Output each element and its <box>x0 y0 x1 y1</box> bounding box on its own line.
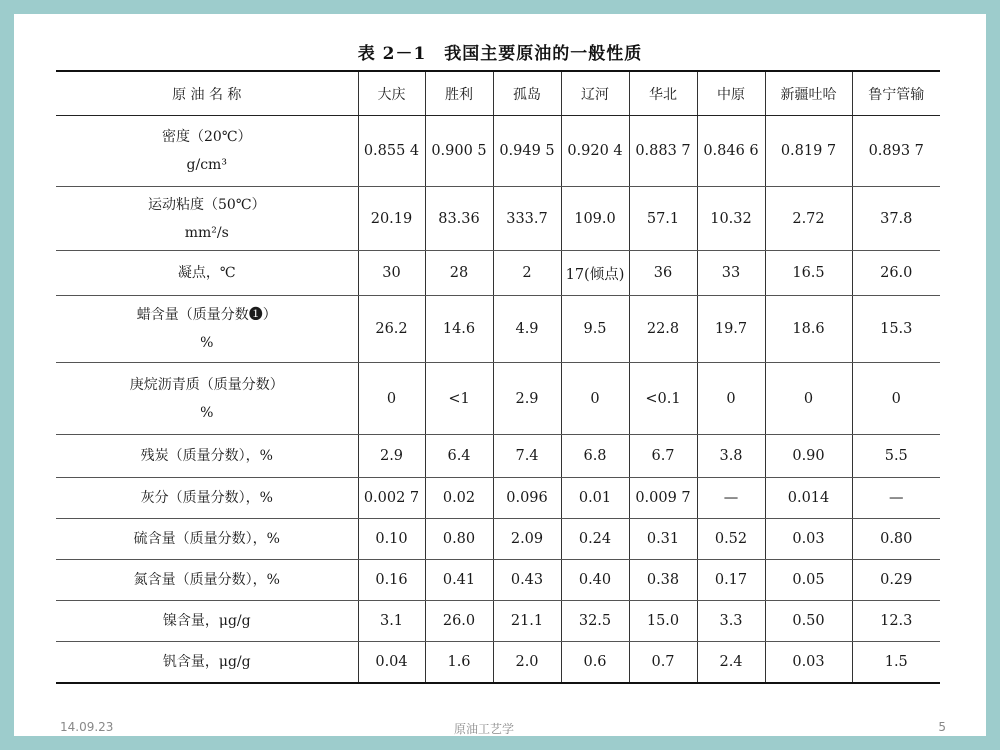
value-cell: 0.02 <box>425 478 493 519</box>
value-cell: 0.949 5 <box>493 116 561 187</box>
slide <box>14 14 986 736</box>
value-cell: 0.24 <box>561 519 629 560</box>
value-cell: 2.9 <box>493 363 561 435</box>
value-cell: 6.7 <box>629 435 697 478</box>
footer-page-number: 5 <box>938 720 946 734</box>
value-cell: 0.29 <box>852 560 940 601</box>
value-cell: 12.3 <box>852 601 940 642</box>
table-row <box>56 642 940 683</box>
header-cell: 新疆吐哈 <box>765 71 852 116</box>
value-cell: 0 <box>765 363 852 435</box>
value-cell: 0.80 <box>425 519 493 560</box>
value-cell: 26.2 <box>358 296 425 363</box>
value-cell: 21.1 <box>493 601 561 642</box>
property-name: 钒含量，μg/g <box>162 653 251 670</box>
header-cell: 孤岛 <box>493 71 561 116</box>
value-cell: 0.096 <box>493 478 561 519</box>
property-name: 残炭（质量分数），% <box>140 448 273 464</box>
value-cell: 3.3 <box>697 601 765 642</box>
value-cell: 0 <box>358 363 425 435</box>
property-unit: % <box>200 404 214 421</box>
value-cell: 0 <box>561 363 629 435</box>
table-row <box>56 363 940 435</box>
value-cell: 0.04 <box>358 642 425 683</box>
value-cell: — <box>697 478 765 519</box>
value-cell: 19.7 <box>697 296 765 363</box>
header-cell: 辽河 <box>561 71 629 116</box>
table-title: 表 2－1 我国主要原油的一般性质 <box>357 44 643 64</box>
table-row <box>56 478 940 519</box>
value-cell: <1 <box>425 363 493 435</box>
property-name-cell <box>56 478 358 519</box>
value-cell: 0.40 <box>561 560 629 601</box>
value-cell: 0.43 <box>493 560 561 601</box>
property-name: 镍含量，μg/g <box>162 613 251 629</box>
value-cell: 6.8 <box>561 435 629 478</box>
property-name-cell <box>56 642 358 683</box>
value-cell: 22.8 <box>629 296 697 363</box>
value-cell: 333.7 <box>493 187 561 251</box>
value-cell: 0.900 5 <box>425 116 493 187</box>
value-cell: 17(倾点) <box>561 251 629 296</box>
value-cell: 30 <box>358 251 425 296</box>
value-cell: <0.1 <box>629 363 697 435</box>
table-row <box>56 560 940 601</box>
header-cell: 原 油 名 称 <box>56 71 358 116</box>
value-cell: 83.36 <box>425 187 493 251</box>
value-cell: 0.17 <box>697 560 765 601</box>
value-cell: 33 <box>697 251 765 296</box>
value-cell: 0.80 <box>852 519 940 560</box>
property-name-cell <box>56 519 358 560</box>
value-cell: 26.0 <box>852 251 940 296</box>
property-name-cell <box>56 187 358 251</box>
value-cell: 0.002 7 <box>358 478 425 519</box>
value-cell: 0.50 <box>765 601 852 642</box>
value-cell: 2 <box>493 251 561 296</box>
value-cell: 15.0 <box>629 601 697 642</box>
value-cell: 3.1 <box>358 601 425 642</box>
header-cell: 中原 <box>697 71 765 116</box>
table-row <box>56 251 940 296</box>
value-cell: 9.5 <box>561 296 629 363</box>
property-name-cell <box>56 296 358 363</box>
value-cell: 0.31 <box>629 519 697 560</box>
header-row <box>56 71 940 116</box>
header-cell: 胜利 <box>425 71 493 116</box>
property-name: 密度（20℃） <box>162 129 252 145</box>
table-row <box>56 601 940 642</box>
value-cell: 0.846 6 <box>697 116 765 187</box>
property-name: 硫含量（质量分数），% <box>133 531 280 547</box>
value-cell: 57.1 <box>629 187 697 251</box>
property-unit: g/cm³ <box>186 157 227 173</box>
value-cell: 10.32 <box>697 187 765 251</box>
value-cell: 109.0 <box>561 187 629 251</box>
property-name: 凝点，℃ <box>177 265 236 281</box>
value-cell: 0.90 <box>765 435 852 478</box>
value-cell: 1.6 <box>425 642 493 683</box>
value-cell: 0 <box>697 363 765 435</box>
value-cell: 0.920 4 <box>561 116 629 187</box>
value-cell: 0.6 <box>561 642 629 683</box>
property-name: 蜡含量（质量分数❶） <box>136 307 277 323</box>
header-cell: 华北 <box>629 71 697 116</box>
value-cell: 6.4 <box>425 435 493 478</box>
value-cell: 20.19 <box>358 187 425 251</box>
property-name-cell <box>56 601 358 642</box>
table-row <box>56 116 940 187</box>
value-cell: 36 <box>629 251 697 296</box>
value-cell: 0.01 <box>561 478 629 519</box>
value-cell: 32.5 <box>561 601 629 642</box>
value-cell: 0.014 <box>765 478 852 519</box>
property-name-cell <box>56 363 358 435</box>
value-cell: 18.6 <box>765 296 852 363</box>
value-cell: 0.38 <box>629 560 697 601</box>
value-cell: 0.009 7 <box>629 478 697 519</box>
value-cell: 3.8 <box>697 435 765 478</box>
property-unit: % <box>200 335 214 351</box>
table-row <box>56 187 940 251</box>
property-unit: mm²/s <box>184 224 229 241</box>
property-name-cell <box>56 435 358 478</box>
value-cell: 37.8 <box>852 187 940 251</box>
value-cell: — <box>852 478 940 519</box>
value-cell: 2.4 <box>697 642 765 683</box>
value-cell: 4.9 <box>493 296 561 363</box>
crude-oil-properties-table <box>56 70 940 684</box>
value-cell: 0 <box>852 363 940 435</box>
property-name: 庚烷沥青质（质量分数） <box>129 376 284 393</box>
value-cell: 7.4 <box>493 435 561 478</box>
value-cell: 0.41 <box>425 560 493 601</box>
header-cell: 大庆 <box>358 71 425 116</box>
property-name: 氮含量（质量分数），% <box>133 572 280 588</box>
footer-course: 原油工艺学 <box>454 722 515 736</box>
property-name-cell <box>56 560 358 601</box>
footer-date: 14.09.23 <box>60 720 114 734</box>
value-cell: 2.9 <box>358 435 425 478</box>
value-cell: 0.10 <box>358 519 425 560</box>
table-row <box>56 435 940 478</box>
value-cell: 2.0 <box>493 642 561 683</box>
value-cell: 1.5 <box>852 642 940 683</box>
value-cell: 28 <box>425 251 493 296</box>
value-cell: 0.7 <box>629 642 697 683</box>
table-row <box>56 296 940 363</box>
value-cell: 0.05 <box>765 560 852 601</box>
property-name-cell <box>56 116 358 187</box>
value-cell: 0.855 4 <box>358 116 425 187</box>
value-cell: 0.883 7 <box>629 116 697 187</box>
value-cell: 0.819 7 <box>765 116 852 187</box>
value-cell: 14.6 <box>425 296 493 363</box>
value-cell: 0.16 <box>358 560 425 601</box>
value-cell: 0.03 <box>765 642 852 683</box>
value-cell: 0.52 <box>697 519 765 560</box>
value-cell: 16.5 <box>765 251 852 296</box>
property-name: 运动粘度（50℃） <box>148 196 266 213</box>
table-row <box>56 519 940 560</box>
value-cell: 2.72 <box>765 187 852 251</box>
header-cell: 鲁宁管输 <box>852 71 940 116</box>
value-cell: 15.3 <box>852 296 940 363</box>
property-name-cell <box>56 251 358 296</box>
value-cell: 5.5 <box>852 435 940 478</box>
value-cell: 0.893 7 <box>852 116 940 187</box>
property-name: 灰分（质量分数），% <box>140 490 273 506</box>
value-cell: 26.0 <box>425 601 493 642</box>
value-cell: 2.09 <box>493 519 561 560</box>
value-cell: 0.03 <box>765 519 852 560</box>
